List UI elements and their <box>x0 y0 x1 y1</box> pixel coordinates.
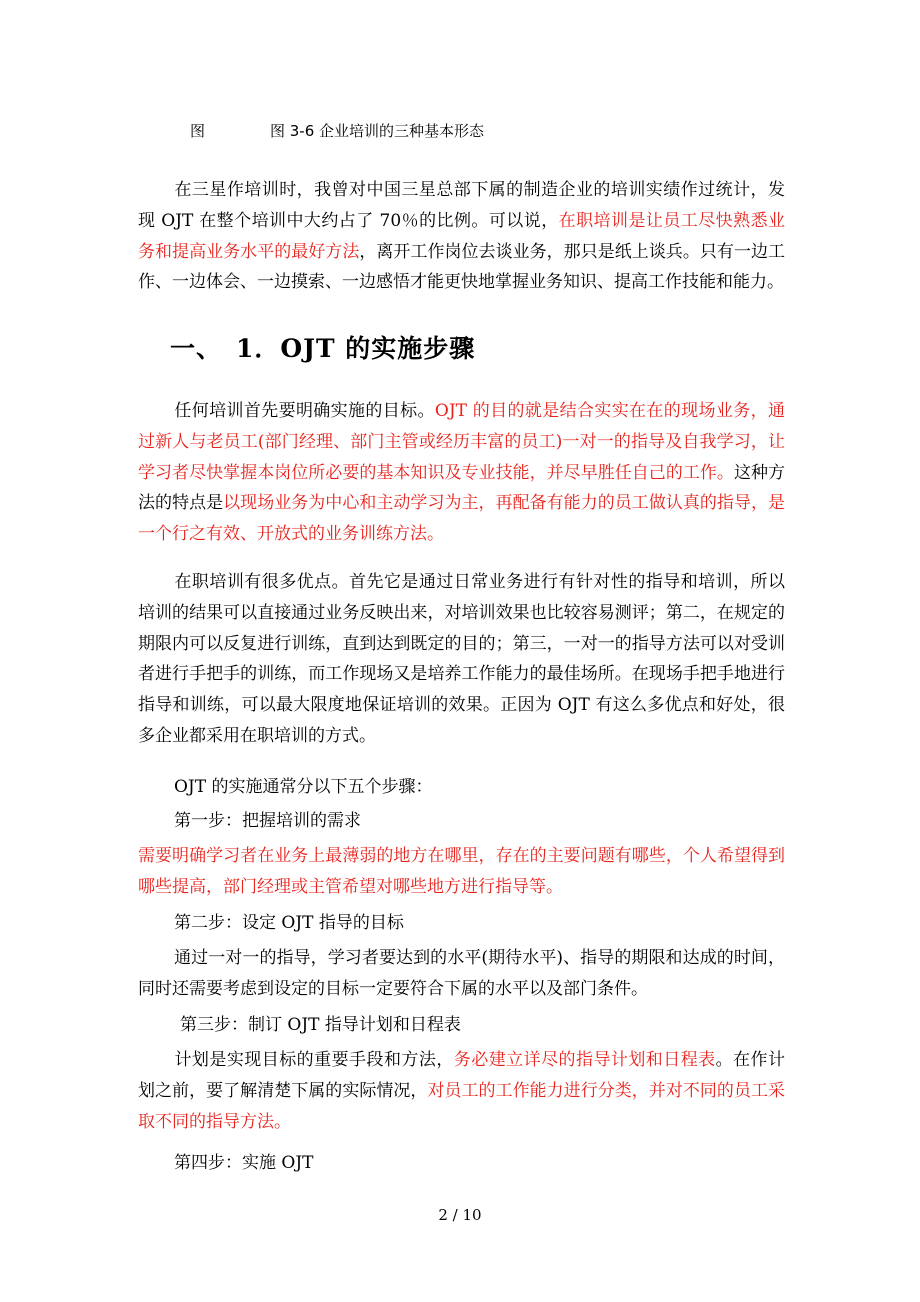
heading-text: 1．OJT 的实施步骤 <box>236 334 476 363</box>
purpose-highlight-2: 以现场业务为中心和主动学习为主，再配备有能力的员工做认真的指导，是一个行之有效、开放式的业务训练方法。 <box>138 493 786 545</box>
heading-prefix: 一、 <box>170 334 223 363</box>
steps-intro: OJT 的实施通常分以下五个步骤： <box>174 777 433 797</box>
step3-text-1: 计划是实现目标的重要手段和方法， <box>174 1050 454 1070</box>
figure-label: 图 <box>190 122 206 140</box>
figure-caption <box>190 120 484 141</box>
step1-body: 需要明确学习者在业务上最薄弱的地方在哪里，存在的主要问题有哪些，个人希望得到哪些提高，部门经理或主管希望对哪些地方进行指导等。 <box>138 846 785 897</box>
step3-body <box>138 1045 785 1137</box>
purpose-text-2: 这种方法的特点是 <box>138 462 786 514</box>
advantages-paragraph <box>138 567 785 752</box>
step2-body-text: 通过一对一的指导，学习者要达到的水平(期待水平)、指导的期限和达成的时间，同时还需要考虑到设定的目标一定要符合下属的水平以及部门条件。 <box>138 948 785 999</box>
intro-text-1: 在三星作培训时，我曾对中国三星总部下属的制造企业的培训实绩作过统计，发现 OJT 在整个培训中大约占了 70％的比例。可以说， <box>138 180 785 231</box>
step3-text-2: 。在作计划之前，要了解清楚下属的实际情况， <box>138 1050 786 1101</box>
intro-highlight: 在职培训是让员工尽快熟悉业务和提高业务水平的最好方法 <box>138 210 786 262</box>
step3-highlight-1: 务必建立详尽的指导计划和日程表 <box>453 1050 716 1070</box>
purpose-highlight-1: OJT 的目的就是结合实实在在的现场业务，通过新人与老员工(部门经理、部门主管或经历丰富的员工)一对一的指导及自我学习，让学习者尽快掌握本岗位所必要的基本知识及专业技能，并尽早胜任自己的工作。 <box>138 401 786 483</box>
step3-highlight-2: 对员工的工作能力进行分类，并对不同的员工采取不同的指导方法。 <box>138 1080 786 1132</box>
step1-title: 第一步：把握培训的需求 <box>174 811 361 831</box>
purpose-text-1: 任何培训首先要明确实施的目标。 <box>174 401 435 421</box>
step3-title: 第三步：制订 OJT 指导计划和日程表 <box>180 1015 461 1035</box>
step4-title: 第四步：实施 OJT <box>174 1153 314 1173</box>
step2-body <box>138 943 785 1005</box>
intro-text-2: ，离开工作岗位去谈业务，那只是纸上谈兵。只有一边工作、一边体会、一边摸索、一边感悟才能更快地掌握业务知识、提高工作技能和能力。 <box>138 241 786 293</box>
intro-paragraph <box>138 175 785 298</box>
section-heading <box>170 329 475 365</box>
figure-caption-text: 图 3-6 企业培训的三种基本形态 <box>270 122 485 140</box>
page-number: 2 / 10 <box>438 1206 482 1224</box>
advantages-text: 在职培训有很多优点。首先它是通过日常业务进行有针对性的指导和培训，所以培训的结果可以直接通过业务反映出来，对培训效果也比较容易测评；第二，在规定的期限内可以反复进行训练，直到达到既定的目的；第三，一对一的指导方法可以对受训者进行手把手的训练，而工作现场又是培养工作能力的最佳场所。在现场手把手地进行指导和训练，可以最大限度地保证培训的效果。正因为 OJT 有这么多优点和好处，很多企业都采用在职培训的方式。 <box>138 572 785 746</box>
purpose-paragraph <box>138 396 785 550</box>
step2-title: 第二步：设定 OJT 指导的目标 <box>174 913 404 933</box>
